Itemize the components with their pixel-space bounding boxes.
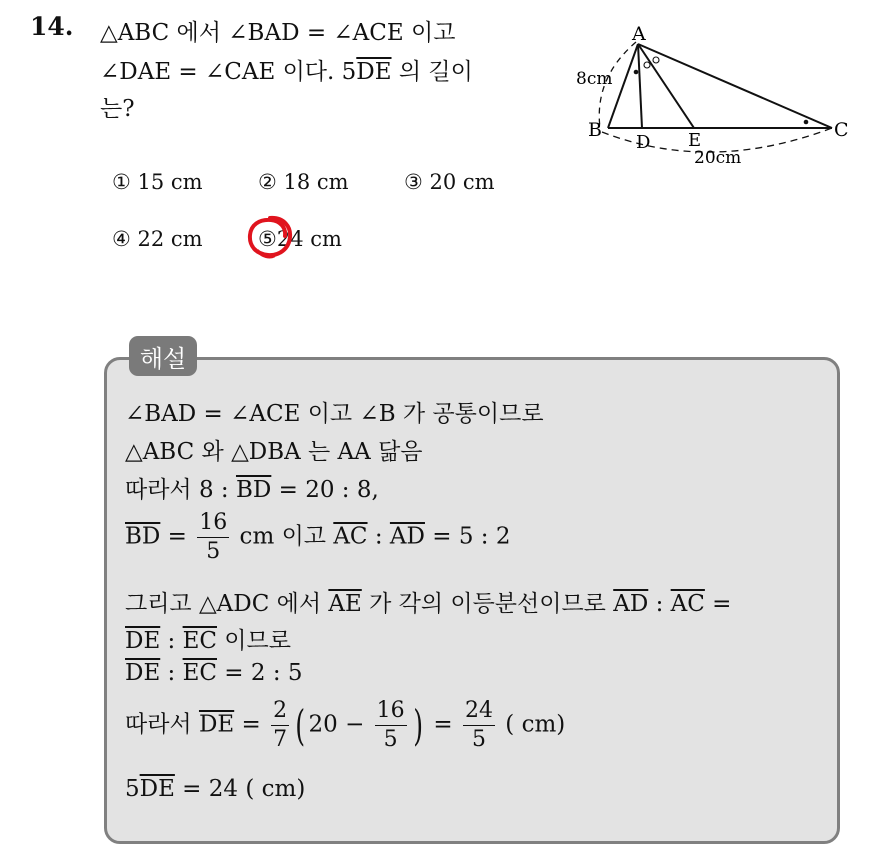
- segment-de: $\overline{DE}$: [125, 628, 161, 654]
- segment-bd: $\overline{BD}$: [125, 523, 161, 550]
- solution-text: 그리고 △ADC 에서: [125, 591, 329, 617]
- solution-text: 이므로: [217, 628, 291, 654]
- solution-text: 따라서: [125, 711, 199, 738]
- fraction-16-5: [197, 509, 229, 566]
- segment-de: $\overline{DE}$: [356, 59, 392, 85]
- solution-text: = 24 ( cm): [174, 776, 306, 802]
- answer-circle-icon: [244, 213, 296, 261]
- choice-3[interactable]: [404, 170, 495, 194]
- fraction-16-5: [375, 697, 407, 754]
- numerator: 24: [463, 697, 495, 726]
- question-line-1: △ABC 에서 ∠BAD = ∠ACE 이고: [100, 20, 456, 46]
- solution-line-4: [125, 509, 511, 566]
- solution-text: 5: [125, 776, 140, 802]
- segment-ad: $\overline{AD}$: [389, 523, 425, 550]
- choice-text: 20 cm: [429, 170, 495, 194]
- solution-text: = 20 : 8,: [271, 477, 379, 503]
- question-line-3: 는?: [100, 96, 135, 122]
- solution-text: =: [160, 523, 195, 550]
- solution-line-3: [125, 471, 379, 504]
- denominator: 5: [206, 539, 221, 564]
- choice-text: 22 cm: [137, 227, 203, 251]
- label-e: E: [688, 130, 702, 151]
- solution-text: ( cm): [497, 711, 566, 738]
- label-d: D: [636, 132, 651, 153]
- segment-bd: $\overline{BD}$: [235, 477, 272, 503]
- choice-text: 18 cm: [283, 170, 349, 194]
- question-text: 의 길이: [391, 59, 473, 85]
- choice-text: 15 cm: [137, 170, 203, 194]
- solution-text: = 5 : 2: [424, 523, 511, 550]
- solution-tag: 해설: [129, 336, 197, 376]
- segment-de: $\overline{DE}$: [125, 660, 161, 686]
- solution-line-5: [125, 585, 731, 618]
- triangle-figure: [570, 18, 860, 178]
- choice-mark: ①: [112, 170, 131, 194]
- choice-mark: ⑤: [258, 227, 277, 251]
- choice-1[interactable]: [112, 170, 203, 194]
- question-number: 14.: [30, 12, 74, 41]
- choice-2[interactable]: [258, 170, 349, 194]
- label-20cm: 20cm: [694, 148, 742, 168]
- choice-mark: ③: [404, 170, 423, 194]
- solution-text: 따라서 8 :: [125, 477, 236, 503]
- denominator: 7: [273, 727, 288, 752]
- solution-text: = 2 : 5: [217, 660, 303, 686]
- solution-text: 가 각의 이등분선이므로: [361, 591, 614, 617]
- solution-text: =: [234, 711, 269, 738]
- segment-de: $\overline{DE}$: [139, 776, 175, 802]
- question-text: ∠DAE = ∠CAE 이다. 5: [100, 59, 357, 85]
- solution-text: :: [160, 628, 183, 654]
- segment-ad: $\overline{AD}$: [613, 591, 649, 617]
- solution-text: =: [704, 591, 732, 617]
- solution-line-7: [125, 660, 303, 686]
- paren-open: (: [295, 701, 306, 750]
- segment-ae: $\overline{AE}$: [328, 591, 362, 617]
- numerator: 2: [271, 697, 289, 726]
- segment-de: $\overline{DE}$: [198, 711, 235, 738]
- label-b: B: [588, 119, 602, 141]
- solution-text: =: [426, 711, 460, 738]
- denominator: 5: [471, 727, 486, 752]
- numerator: 16: [375, 697, 407, 726]
- solution-line-6: [125, 622, 291, 655]
- solution-text: :: [160, 660, 183, 686]
- paren-close: ): [412, 701, 423, 750]
- solution-line-2: △ABC 와 △DBA 는 AA 닮음: [125, 439, 423, 465]
- choice-4[interactable]: [112, 227, 203, 251]
- segment-ec: $\overline{EC}$: [182, 660, 217, 686]
- numerator: 16: [197, 509, 229, 538]
- solution-text: :: [367, 523, 390, 550]
- solution-text: cm 이고: [232, 523, 334, 550]
- segment-ec: $\overline{EC}$: [182, 628, 217, 654]
- solution-text: 20 −: [308, 711, 372, 738]
- choice-mark: ②: [258, 170, 277, 194]
- solution-line-9: [125, 776, 305, 802]
- choice-mark: ④: [112, 227, 131, 251]
- fraction-24-5: [463, 697, 495, 754]
- label-a: A: [632, 23, 646, 45]
- segment-ac: $\overline{AC}$: [333, 523, 368, 550]
- choice-text: 24 cm: [276, 227, 342, 251]
- solution-text: :: [648, 591, 671, 617]
- solution-line-8: [125, 697, 565, 754]
- question-line-2: [100, 53, 473, 86]
- segment-ac: $\overline{AC}$: [670, 591, 705, 617]
- solution-line-1: ∠BAD = ∠ACE 이고 ∠B 가 공통이므로: [125, 401, 544, 427]
- denominator: 5: [383, 727, 398, 752]
- label-8cm: 8cm: [576, 69, 613, 89]
- label-c: C: [834, 119, 849, 141]
- fraction-2-7: [271, 697, 289, 754]
